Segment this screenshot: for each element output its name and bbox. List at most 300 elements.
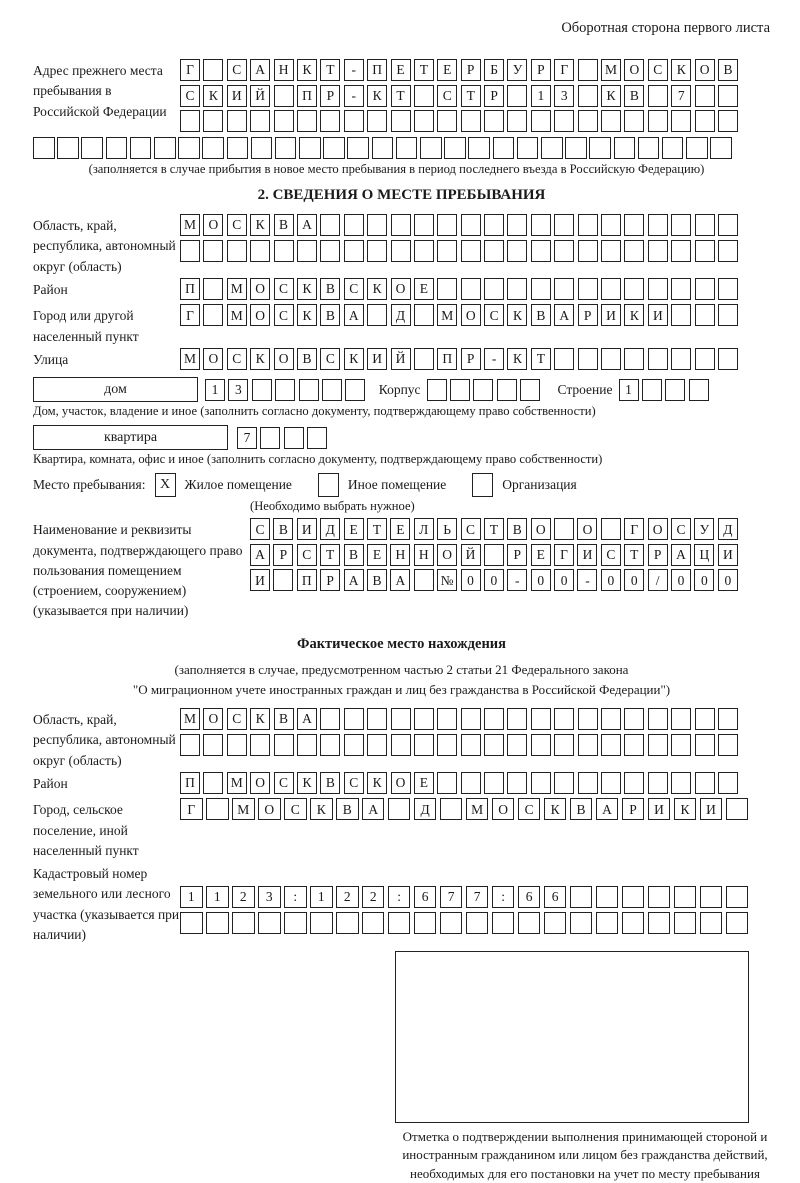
char-cell[interactable] (507, 708, 527, 730)
char-cell[interactable]: С (274, 772, 294, 794)
char-cell[interactable] (372, 137, 394, 159)
char-cell[interactable]: 0 (531, 569, 551, 591)
char-cell[interactable]: Р (273, 544, 293, 566)
char-cell[interactable] (414, 734, 434, 756)
char-cell[interactable]: О (437, 544, 457, 566)
char-cell[interactable] (596, 912, 619, 934)
char-cell[interactable]: / (648, 569, 668, 591)
char-cell[interactable] (336, 912, 359, 934)
char-cell[interactable] (648, 772, 668, 794)
char-cell[interactable]: К (297, 278, 317, 300)
char-cell[interactable] (531, 734, 551, 756)
char-cell[interactable]: О (577, 518, 597, 540)
char-cell[interactable]: Т (320, 59, 340, 81)
char-cell[interactable] (420, 137, 442, 159)
char-cell[interactable] (671, 278, 691, 300)
char-cell[interactable] (531, 772, 551, 794)
char-cell[interactable] (710, 137, 732, 159)
char-cell[interactable] (299, 137, 321, 159)
char-cell[interactable]: А (297, 708, 317, 730)
char-cell[interactable] (273, 569, 293, 591)
char-cell[interactable]: 0 (484, 569, 504, 591)
char-cell[interactable]: Е (367, 544, 387, 566)
char-cell[interactable] (648, 912, 671, 934)
char-cell[interactable]: 7 (466, 886, 489, 908)
char-cell[interactable] (227, 110, 247, 132)
char-cell[interactable]: К (297, 59, 317, 81)
char-cell[interactable]: В (274, 214, 294, 236)
char-cell[interactable] (297, 240, 317, 262)
char-cell[interactable]: У (694, 518, 714, 540)
char-cell[interactable] (437, 278, 457, 300)
char-cell[interactable] (367, 304, 387, 326)
char-cell[interactable]: М (227, 278, 247, 300)
char-cell[interactable] (461, 240, 481, 262)
char-cell[interactable] (203, 110, 223, 132)
char-cell[interactable]: : (492, 886, 515, 908)
char-cell[interactable] (578, 708, 598, 730)
char-cell[interactable] (203, 278, 223, 300)
char-cell[interactable] (674, 886, 697, 908)
char-cell[interactable]: К (250, 214, 270, 236)
char-cell[interactable] (484, 708, 504, 730)
char-cell[interactable]: В (367, 569, 387, 591)
char-cell[interactable] (81, 137, 103, 159)
char-cell[interactable]: А (596, 798, 619, 820)
char-cell[interactable]: Д (391, 304, 411, 326)
char-cell[interactable]: И (250, 569, 270, 591)
char-cell[interactable]: 2 (336, 886, 359, 908)
char-cell[interactable] (695, 278, 715, 300)
char-cell[interactable] (391, 734, 411, 756)
char-cell[interactable] (427, 379, 447, 401)
char-cell[interactable] (473, 379, 493, 401)
char-cell[interactable] (154, 137, 176, 159)
char-cell[interactable] (578, 278, 598, 300)
char-cell[interactable] (367, 214, 387, 236)
char-cell[interactable]: Р (531, 59, 551, 81)
char-cell[interactable] (437, 240, 457, 262)
char-cell[interactable] (695, 240, 715, 262)
char-cell[interactable] (367, 708, 387, 730)
char-cell[interactable] (554, 214, 574, 236)
char-cell[interactable]: К (297, 304, 317, 326)
char-cell[interactable] (484, 772, 504, 794)
char-cell[interactable] (507, 214, 527, 236)
char-cell[interactable]: - (577, 569, 597, 591)
char-cell[interactable] (322, 379, 342, 401)
char-cell[interactable]: Р (578, 304, 598, 326)
char-cell[interactable]: К (367, 772, 387, 794)
char-cell[interactable]: 0 (718, 569, 738, 591)
char-cell[interactable]: Р (320, 569, 340, 591)
char-cell[interactable] (437, 772, 457, 794)
char-cell[interactable]: А (250, 59, 270, 81)
char-cell[interactable]: 6 (544, 886, 567, 908)
char-cell[interactable] (260, 427, 280, 449)
char-cell[interactable]: С (284, 798, 307, 820)
char-cell[interactable] (700, 912, 723, 934)
char-cell[interactable] (320, 214, 340, 236)
char-cell[interactable] (344, 240, 364, 262)
char-cell[interactable] (624, 734, 644, 756)
char-cell[interactable] (601, 734, 621, 756)
char-cell[interactable] (468, 137, 490, 159)
char-cell[interactable]: С (227, 59, 247, 81)
char-cell[interactable]: С (344, 278, 364, 300)
char-cell[interactable]: С (227, 214, 247, 236)
char-cell[interactable] (362, 912, 385, 934)
char-cell[interactable] (695, 304, 715, 326)
char-cell[interactable] (274, 110, 294, 132)
char-cell[interactable]: М (180, 708, 200, 730)
char-cell[interactable] (180, 734, 200, 756)
char-cell[interactable]: 3 (228, 379, 248, 401)
char-cell[interactable] (700, 886, 723, 908)
char-cell[interactable] (258, 912, 281, 934)
char-cell[interactable] (531, 278, 551, 300)
char-cell[interactable] (203, 304, 223, 326)
char-cell[interactable] (718, 110, 738, 132)
char-cell[interactable] (671, 708, 691, 730)
char-cell[interactable]: 0 (601, 569, 621, 591)
char-cell[interactable] (57, 137, 79, 159)
char-cell[interactable]: В (344, 544, 364, 566)
char-cell[interactable]: М (232, 798, 255, 820)
char-cell[interactable]: О (391, 278, 411, 300)
char-cell[interactable] (601, 772, 621, 794)
char-cell[interactable] (531, 708, 551, 730)
char-cell[interactable]: С (274, 278, 294, 300)
char-cell[interactable] (391, 110, 411, 132)
char-cell[interactable] (695, 772, 715, 794)
char-cell[interactable] (601, 518, 621, 540)
char-cell[interactable] (33, 137, 55, 159)
char-cell[interactable]: Т (461, 85, 481, 107)
char-cell[interactable]: С (274, 304, 294, 326)
char-cell[interactable]: К (367, 85, 387, 107)
char-cell[interactable] (344, 214, 364, 236)
char-cell[interactable]: Т (391, 85, 411, 107)
char-cell[interactable] (414, 912, 437, 934)
char-cell[interactable] (437, 214, 457, 236)
char-cell[interactable] (202, 137, 224, 159)
char-cell[interactable]: 3 (554, 85, 574, 107)
char-cell[interactable] (297, 110, 317, 132)
char-cell[interactable] (461, 110, 481, 132)
char-cell[interactable] (344, 734, 364, 756)
char-cell[interactable]: С (601, 544, 621, 566)
char-cell[interactable] (648, 348, 668, 370)
char-cell[interactable]: Д (718, 518, 738, 540)
char-cell[interactable] (589, 137, 611, 159)
char-cell[interactable]: П (180, 772, 200, 794)
char-cell[interactable]: Н (390, 544, 410, 566)
char-cell[interactable] (507, 278, 527, 300)
char-cell[interactable]: № (437, 569, 457, 591)
char-cell[interactable] (252, 379, 272, 401)
char-cell[interactable]: Г (624, 518, 644, 540)
char-cell[interactable]: - (484, 348, 504, 370)
char-cell[interactable] (388, 798, 411, 820)
char-cell[interactable] (367, 110, 387, 132)
char-cell[interactable] (414, 85, 434, 107)
char-cell[interactable]: И (700, 798, 723, 820)
char-cell[interactable] (674, 912, 697, 934)
char-cell[interactable]: 2 (362, 886, 385, 908)
char-cell[interactable] (601, 348, 621, 370)
char-cell[interactable]: С (297, 544, 317, 566)
char-cell[interactable] (227, 137, 249, 159)
char-cell[interactable] (531, 214, 551, 236)
char-cell[interactable]: В (320, 304, 340, 326)
char-cell[interactable] (323, 137, 345, 159)
char-cell[interactable] (345, 379, 365, 401)
char-cell[interactable]: 3 (258, 886, 281, 908)
char-cell[interactable] (497, 379, 517, 401)
char-cell[interactable]: К (507, 348, 527, 370)
char-cell[interactable] (648, 110, 668, 132)
char-cell[interactable] (461, 278, 481, 300)
char-cell[interactable]: 2 (232, 886, 255, 908)
char-cell[interactable] (622, 886, 645, 908)
char-cell[interactable] (570, 886, 593, 908)
char-cell[interactable] (554, 708, 574, 730)
char-cell[interactable] (695, 708, 715, 730)
char-cell[interactable]: Д (320, 518, 340, 540)
char-cell[interactable] (671, 348, 691, 370)
char-cell[interactable] (250, 734, 270, 756)
char-cell[interactable]: 7 (440, 886, 463, 908)
char-cell[interactable]: В (320, 278, 340, 300)
char-cell[interactable] (578, 734, 598, 756)
char-cell[interactable]: Т (484, 518, 504, 540)
char-cell[interactable]: Р (648, 544, 668, 566)
char-cell[interactable]: О (531, 518, 551, 540)
char-cell[interactable]: В (531, 304, 551, 326)
char-cell[interactable]: М (437, 304, 457, 326)
char-cell[interactable] (227, 240, 247, 262)
char-cell[interactable] (367, 240, 387, 262)
char-cell[interactable]: 1 (619, 379, 639, 401)
checkbox-organizatsiya[interactable] (472, 473, 493, 497)
char-cell[interactable]: Р (461, 348, 481, 370)
char-cell[interactable] (578, 59, 598, 81)
char-cell[interactable] (601, 240, 621, 262)
char-cell[interactable] (507, 772, 527, 794)
char-cell[interactable] (638, 137, 660, 159)
char-cell[interactable] (347, 137, 369, 159)
checkbox-zhiloe[interactable]: X (155, 473, 176, 497)
char-cell[interactable] (718, 214, 738, 236)
char-cell[interactable] (203, 240, 223, 262)
char-cell[interactable]: 7 (671, 85, 691, 107)
char-cell[interactable]: П (367, 59, 387, 81)
char-cell[interactable]: : (284, 886, 307, 908)
char-cell[interactable] (624, 110, 644, 132)
char-cell[interactable] (726, 798, 749, 820)
char-cell[interactable] (206, 798, 229, 820)
char-cell[interactable]: - (344, 59, 364, 81)
char-cell[interactable]: А (671, 544, 691, 566)
char-cell[interactable] (414, 569, 434, 591)
char-cell[interactable]: 0 (554, 569, 574, 591)
char-cell[interactable]: 1 (206, 886, 229, 908)
char-cell[interactable]: Е (414, 772, 434, 794)
char-cell[interactable]: Г (554, 59, 574, 81)
char-cell[interactable]: К (601, 85, 621, 107)
char-cell[interactable] (484, 240, 504, 262)
char-cell[interactable] (671, 110, 691, 132)
char-cell[interactable]: И (648, 798, 671, 820)
char-cell[interactable] (440, 912, 463, 934)
char-cell[interactable] (492, 912, 515, 934)
char-cell[interactable] (695, 110, 715, 132)
char-cell[interactable]: М (227, 772, 247, 794)
char-cell[interactable]: С (437, 85, 457, 107)
char-cell[interactable]: О (203, 708, 223, 730)
char-cell[interactable]: М (180, 214, 200, 236)
char-cell[interactable] (275, 379, 295, 401)
char-cell[interactable] (320, 240, 340, 262)
char-cell[interactable] (695, 348, 715, 370)
char-cell[interactable] (554, 518, 574, 540)
char-cell[interactable] (671, 772, 691, 794)
char-cell[interactable]: И (648, 304, 668, 326)
char-cell[interactable]: П (297, 85, 317, 107)
char-cell[interactable]: О (648, 518, 668, 540)
char-cell[interactable] (695, 214, 715, 236)
char-cell[interactable]: О (492, 798, 515, 820)
char-cell[interactable]: К (203, 85, 223, 107)
char-cell[interactable]: О (695, 59, 715, 81)
char-cell[interactable] (642, 379, 662, 401)
char-cell[interactable] (414, 304, 434, 326)
char-cell[interactable]: Л (414, 518, 434, 540)
char-cell[interactable]: К (624, 304, 644, 326)
char-cell[interactable]: А (344, 569, 364, 591)
char-cell[interactable] (206, 912, 229, 934)
char-cell[interactable] (275, 137, 297, 159)
char-cell[interactable] (284, 427, 304, 449)
char-cell[interactable] (554, 240, 574, 262)
char-cell[interactable]: Г (554, 544, 574, 566)
char-cell[interactable]: О (391, 772, 411, 794)
char-cell[interactable]: К (344, 348, 364, 370)
char-cell[interactable] (726, 886, 749, 908)
char-cell[interactable]: О (250, 304, 270, 326)
char-cell[interactable] (578, 240, 598, 262)
char-cell[interactable]: О (250, 772, 270, 794)
char-cell[interactable]: М (466, 798, 489, 820)
char-cell[interactable] (299, 379, 319, 401)
char-cell[interactable]: Й (461, 544, 481, 566)
char-cell[interactable] (565, 137, 587, 159)
char-cell[interactable]: Е (391, 59, 411, 81)
char-cell[interactable]: Ц (694, 544, 714, 566)
char-cell[interactable] (250, 110, 270, 132)
char-cell[interactable]: 1 (531, 85, 551, 107)
char-cell[interactable]: Ь (437, 518, 457, 540)
char-cell[interactable] (578, 85, 598, 107)
char-cell[interactable]: Т (624, 544, 644, 566)
char-cell[interactable]: И (367, 348, 387, 370)
char-cell[interactable] (665, 379, 685, 401)
char-cell[interactable]: Е (531, 544, 551, 566)
char-cell[interactable]: Р (484, 85, 504, 107)
char-cell[interactable] (178, 137, 200, 159)
char-cell[interactable]: Г (180, 304, 200, 326)
char-cell[interactable]: С (320, 348, 340, 370)
char-cell[interactable] (484, 214, 504, 236)
char-cell[interactable]: О (250, 278, 270, 300)
char-cell[interactable] (624, 708, 644, 730)
char-cell[interactable] (391, 240, 411, 262)
char-cell[interactable] (544, 912, 567, 934)
char-cell[interactable] (517, 137, 539, 159)
char-cell[interactable] (601, 708, 621, 730)
char-cell[interactable]: С (484, 304, 504, 326)
char-cell[interactable] (718, 734, 738, 756)
char-cell[interactable]: С (250, 518, 270, 540)
char-cell[interactable] (689, 379, 709, 401)
char-cell[interactable]: О (203, 348, 223, 370)
char-cell[interactable] (414, 708, 434, 730)
char-cell[interactable]: М (227, 304, 247, 326)
char-cell[interactable]: И (227, 85, 247, 107)
char-cell[interactable]: 1 (310, 886, 333, 908)
char-cell[interactable] (507, 85, 527, 107)
char-cell[interactable]: В (624, 85, 644, 107)
char-cell[interactable]: В (297, 348, 317, 370)
char-cell[interactable]: Е (344, 518, 364, 540)
char-cell[interactable]: : (388, 886, 411, 908)
char-cell[interactable]: С (180, 85, 200, 107)
char-cell[interactable] (320, 110, 340, 132)
char-cell[interactable] (718, 85, 738, 107)
char-cell[interactable] (307, 427, 327, 449)
char-cell[interactable]: Б (484, 59, 504, 81)
char-cell[interactable]: К (544, 798, 567, 820)
char-cell[interactable] (461, 708, 481, 730)
char-cell[interactable] (718, 708, 738, 730)
char-cell[interactable]: К (250, 708, 270, 730)
char-cell[interactable] (106, 137, 128, 159)
char-cell[interactable] (507, 110, 527, 132)
char-cell[interactable] (274, 240, 294, 262)
char-cell[interactable]: 6 (414, 886, 437, 908)
char-cell[interactable] (388, 912, 411, 934)
char-cell[interactable] (554, 734, 574, 756)
char-cell[interactable]: Н (274, 59, 294, 81)
char-cell[interactable] (662, 137, 684, 159)
char-cell[interactable]: К (297, 772, 317, 794)
char-cell[interactable] (686, 137, 708, 159)
char-cell[interactable]: С (671, 518, 691, 540)
char-cell[interactable]: Р (320, 85, 340, 107)
char-cell[interactable] (203, 772, 223, 794)
char-cell[interactable]: О (203, 214, 223, 236)
char-cell[interactable] (578, 214, 598, 236)
char-cell[interactable] (484, 110, 504, 132)
char-cell[interactable]: М (601, 59, 621, 81)
char-cell[interactable] (671, 734, 691, 756)
char-cell[interactable] (507, 240, 527, 262)
char-cell[interactable]: К (367, 278, 387, 300)
char-cell[interactable]: Р (507, 544, 527, 566)
char-cell[interactable]: П (437, 348, 457, 370)
char-cell[interactable] (367, 734, 387, 756)
